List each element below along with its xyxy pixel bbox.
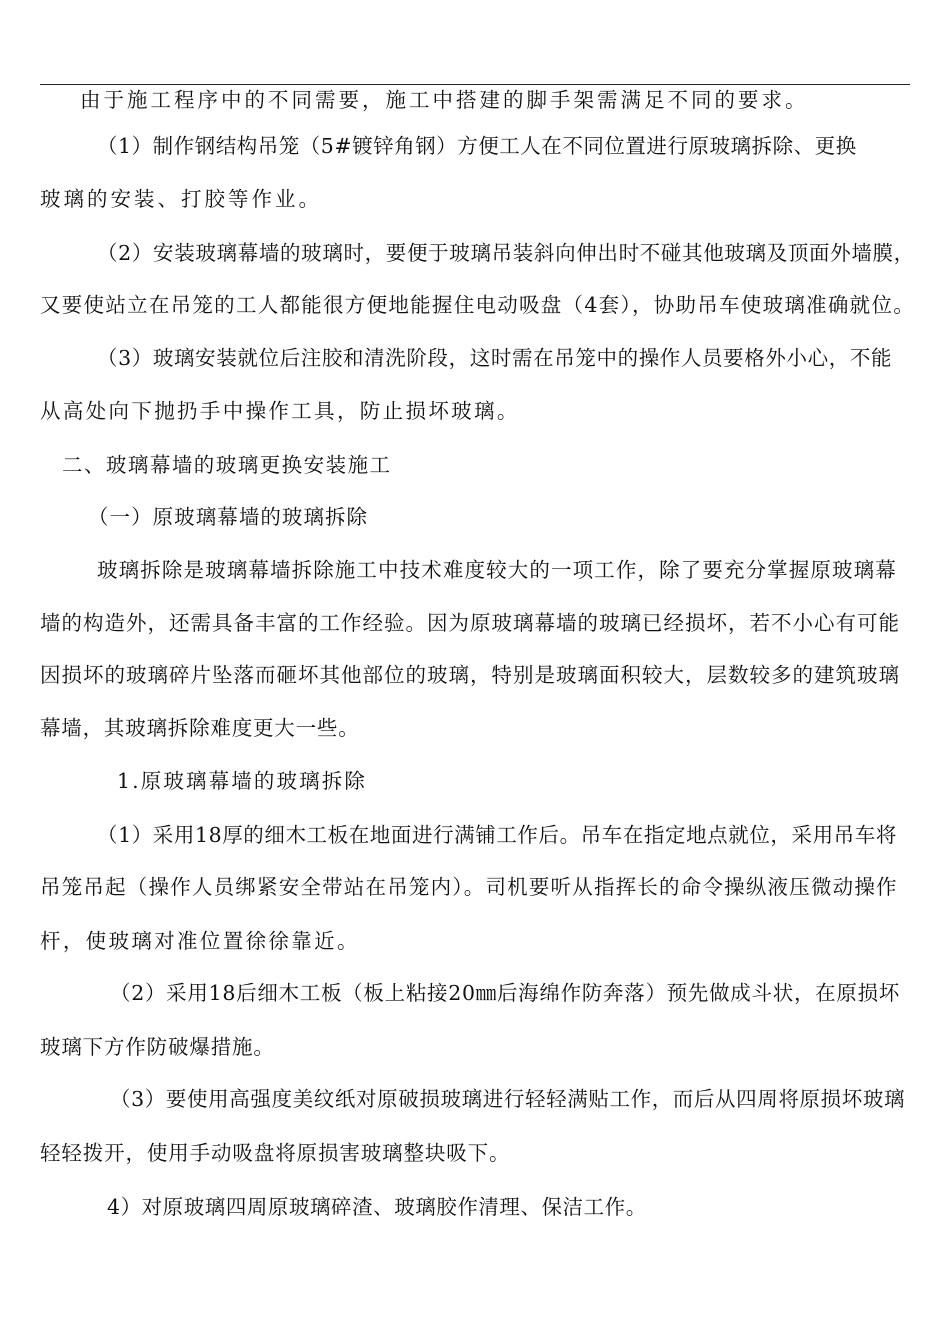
paragraph-line: 4）对原玻璃四周原玻璃碎渣、玻璃胶作清理、保洁工作。 bbox=[107, 1195, 647, 1219]
numbered-heading: 1.原玻璃幕墙的玻璃拆除 bbox=[117, 769, 367, 793]
paragraph-line: 因损坏的玻璃碎片坠落而砸坏其他部位的玻璃，特别是玻璃面积较大，层数较多的建筑玻璃 bbox=[40, 663, 900, 687]
paragraph-line: 幕墙，其玻璃拆除难度更大一些。 bbox=[40, 716, 360, 740]
paragraph-line: 杆，使玻璃对准位置徐徐靠近。 bbox=[40, 929, 360, 953]
paragraph-line: 从高处向下抛扔手中操作工具，防止损坏玻璃。 bbox=[40, 399, 520, 423]
paragraph-line: 玻璃的安装、打胶等作业。 bbox=[40, 187, 322, 211]
paragraph-line: 吊笼吊起（操作人员绑紧安全带站在吊笼内）。司机要听从指挥长的命令操纵液压微动操作 bbox=[40, 875, 898, 899]
paragraph-line: （2）安装玻璃幕墙的玻璃时，要便于玻璃吊装斜向伸出时不碰其他玻璃及顶面外墙膜， bbox=[97, 241, 915, 265]
header-rule bbox=[40, 84, 910, 85]
paragraph-line: 玻璃拆除是玻璃幕墙拆除施工中技术难度较大的一项工作，除了要充分掌握原玻璃幕 bbox=[97, 558, 897, 582]
paragraph-line: 由于施工程序中的不同需要，施工中搭建的脚手架需满足不同的要求。 bbox=[80, 88, 809, 112]
paragraph-line: （3）玻璃安装就位后注胶和清洗阶段，这时需在吊笼中的操作人员要格外小心，不能 bbox=[97, 346, 893, 370]
paragraph-line: （3）要使用高强度美纹纸对原破损玻璃进行轻轻满贴工作，而后从四周将原损坏玻璃 bbox=[110, 1087, 906, 1111]
paragraph-line: （1）制作钢结构吊笼（5#镀锌角钢）方便工人在不同位置进行原玻璃拆除、更换 bbox=[97, 134, 857, 158]
paragraph-line: 又要使站立在吊笼的工人都能很方便地能握住电动吸盘（4套），协助吊车使玻璃准确就位。 bbox=[40, 293, 915, 317]
paragraph-line: （1）采用18厚的细木工板在地面进行满铺工作后。吊车在指定地点就位，采用吊车将 bbox=[97, 823, 897, 847]
paragraph-line: 轻轻拨开，使用手动吸盘将原损害玻璃整块吸下。 bbox=[40, 1141, 511, 1165]
subsection-heading: （一）原玻璃幕墙的玻璃拆除 bbox=[88, 505, 369, 529]
paragraph-line: 墙的构造外，还需具备丰富的工作经验。因为原玻璃幕墙的玻璃已经损坏，若不小心有可能 bbox=[40, 611, 900, 635]
section-heading: 二、玻璃幕墙的玻璃更换安装施工 bbox=[62, 453, 392, 477]
paragraph-line: 玻璃下方作防破爆措施。 bbox=[40, 1035, 275, 1059]
paragraph-line: （2）采用18后细木工板（板上粘接20㎜后海绵作防奔落）预先做成斗状，在原损坏 bbox=[110, 981, 901, 1005]
